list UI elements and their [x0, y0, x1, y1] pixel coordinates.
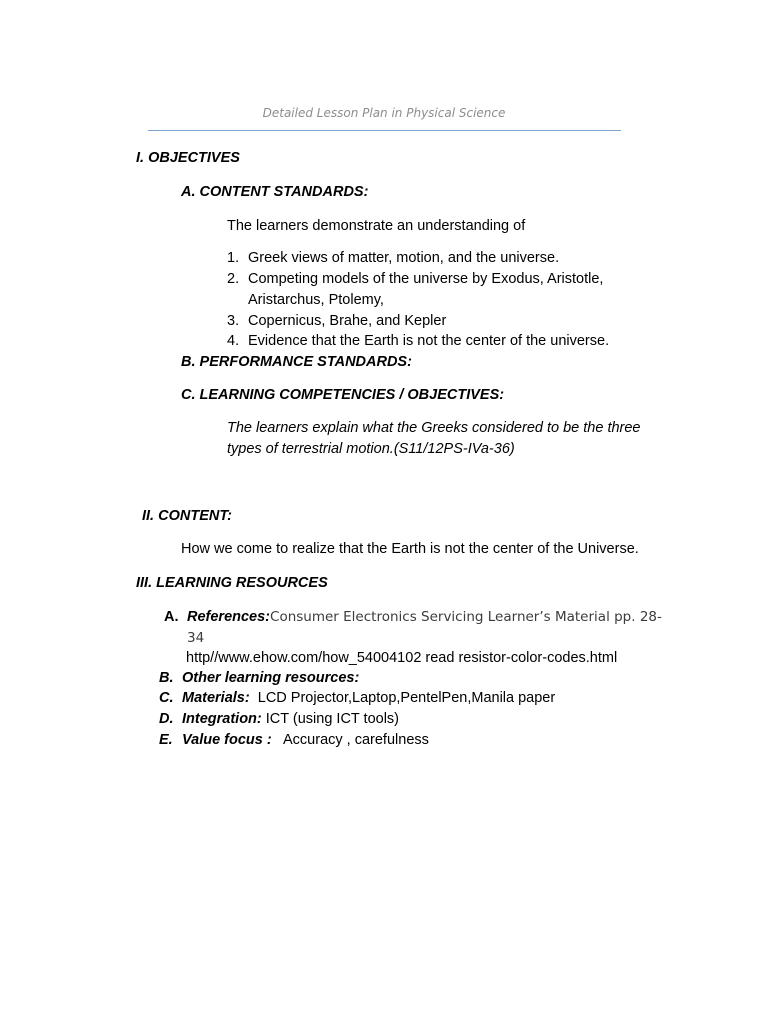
content-standards-heading: A. CONTENT STANDARDS:: [181, 184, 369, 200]
list-item-number: 4.: [227, 333, 240, 349]
document-header-title: Detailed Lesson Plan in Physical Science: [262, 106, 506, 120]
list-item-number: 3.: [227, 313, 240, 329]
header-rule: [148, 130, 621, 131]
references-label: References:: [187, 609, 271, 625]
content-standards-intro: The learners demonstrate an understanding of: [227, 218, 526, 234]
list-item-letter: E.: [159, 732, 173, 748]
other-resources-label: Other learning resources:: [182, 670, 360, 686]
competencies-text-line1: The learners explain what the Greeks considered to be the three: [227, 420, 641, 436]
list-item-text: Evidence that the Earth is not the center of the universe.: [248, 333, 610, 349]
list-item-letter: A.: [164, 609, 179, 625]
materials-label: Materials:: [182, 690, 250, 706]
integration-label: Integration:: [182, 711, 262, 727]
list-item-text: Copernicus, Brahe, and Kepler: [248, 313, 447, 329]
list-item-letter: B.: [159, 670, 174, 686]
materials-text: LCD Projector,Laptop,PentelPen,Manila paper: [257, 690, 556, 706]
competencies-text-line2: types of terrestrial motion.(S11/12PS-IVa-36): [227, 441, 515, 457]
references-url: http//www.ehow.com/how_54004102 read resistor-color-codes.html: [186, 650, 618, 666]
list-item-text: Competing models of the universe by Exodus, Aristotle,: [248, 271, 604, 287]
content-text: How we come to realize that the Earth is not the center of the Universe.: [181, 541, 639, 557]
learning-resources-heading: III. LEARNING RESOURCES: [136, 575, 328, 591]
competencies-heading: C. LEARNING COMPETENCIES / OBJECTIVES:: [181, 387, 505, 403]
list-item-number: 1.: [227, 250, 240, 266]
value-focus-text: Accuracy , carefulness: [283, 732, 429, 748]
value-focus-label: Value focus :: [182, 732, 272, 748]
references-text: Consumer Electronics Servicing Learner’s Material pp. 28-: [270, 609, 662, 625]
references-continuation: 34: [187, 630, 205, 646]
content-heading: II. CONTENT:: [142, 508, 232, 524]
list-item-text: Greek views of matter, motion, and the universe.: [248, 250, 560, 266]
list-item-number: 2.: [227, 271, 240, 287]
integration-text: ICT (using ICT tools): [265, 711, 400, 727]
performance-standards-heading: B. PERFORMANCE STANDARDS:: [181, 354, 412, 370]
objectives-heading: I. OBJECTIVES: [136, 150, 240, 166]
list-item-continuation: Aristarchus, Ptolemy,: [248, 292, 384, 308]
list-item-letter: C.: [159, 690, 174, 706]
list-item-letter: D.: [159, 711, 174, 727]
